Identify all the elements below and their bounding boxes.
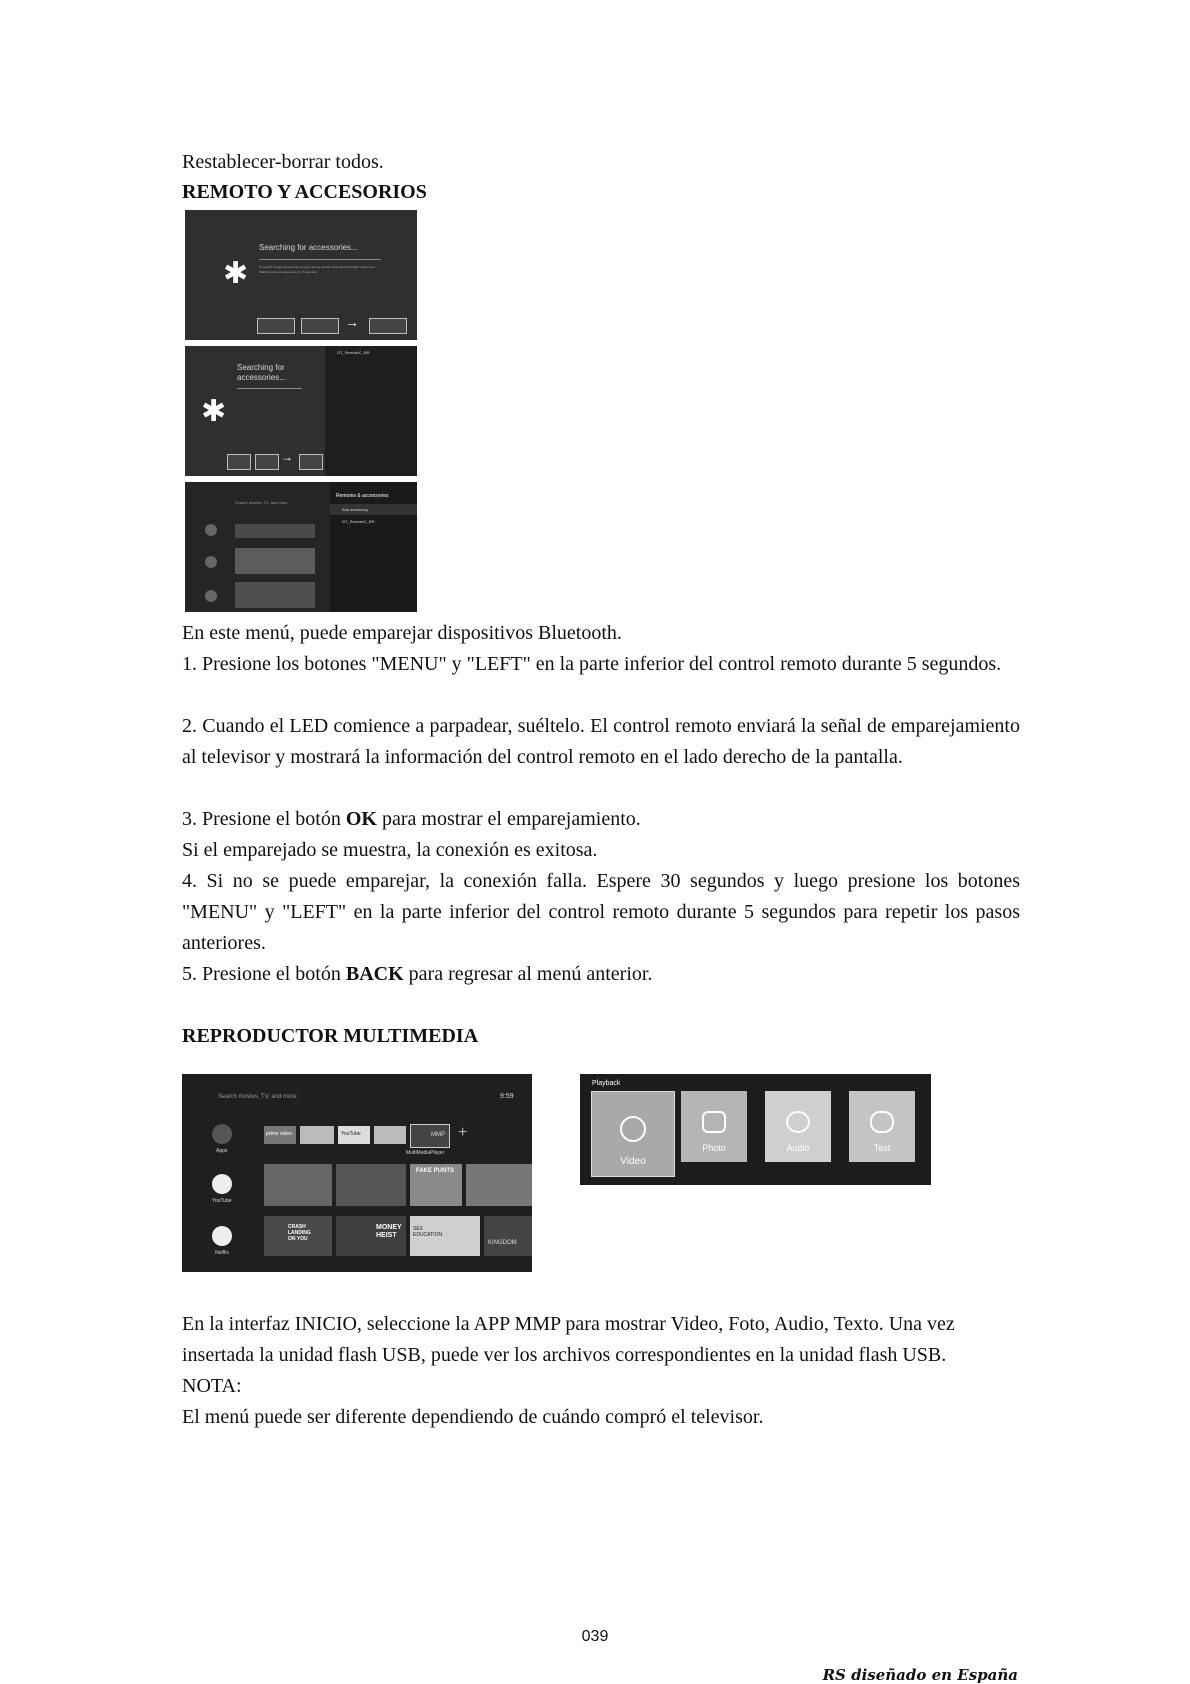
heading-remoto-accesorios: REMOTO Y ACCESORIOS: [182, 181, 427, 203]
text-interfaz-inicio: En la interfaz INICIO, seleccione la APP MMP para mostrar Video, Foto, Audio, Texto. Una vez insertada la unidad flash USB, puede ver los archivos correspondientes en la unidad flash USB.: [182, 1313, 955, 1366]
playback-text-button[interactable]: [849, 1091, 915, 1162]
content-thumbnail[interactable]: [264, 1164, 332, 1206]
text-menu-bluetooth: En este menú, puede emparejar dispositivos Bluetooth.: [182, 622, 622, 644]
content-thumbnail[interactable]: FAKE PUNTS: [410, 1164, 462, 1206]
text-step-5: 5. Presione el botón BACK para regresar al menú anterior.: [182, 963, 653, 985]
app-tile-mmp[interactable]: MMP: [410, 1124, 450, 1148]
content-thumbnail[interactable]: SEX EDUCATION: [410, 1216, 480, 1256]
screenshot-searching-accessories: [185, 210, 417, 340]
step-remote-image: [299, 454, 323, 470]
apps-row: [235, 524, 315, 538]
playback-audio-button[interactable]: [765, 1091, 831, 1162]
text-step-3-result: Si el emparejado se muestra, la conexión es exitosa.: [182, 839, 598, 861]
video-icon: [620, 1116, 646, 1142]
text-step-3: 3. Presione el botón OK para mostrar el emparejamiento.: [182, 808, 641, 830]
content-thumbnail[interactable]: MONEY HEIST: [336, 1216, 406, 1256]
playback-title: Playback: [592, 1080, 621, 1087]
instructions-text: To search Google accessories on your remote control, press and hold LEFT button and MENU button simultaneously for 5 seconds.: [259, 265, 375, 274]
side-panel: [330, 482, 417, 612]
thumbnail-row: [235, 548, 315, 574]
app-tile-google-play[interactable]: [300, 1126, 334, 1144]
add-accessory: Add accessory: [342, 507, 369, 512]
screenshot-playback: [580, 1074, 931, 1185]
audio-icon: [786, 1111, 810, 1133]
search-bar: Search movies, TV, and more: [218, 1094, 297, 1100]
screenshot-home-mmp: [182, 1074, 532, 1272]
photo-icon: [702, 1111, 726, 1133]
photo-label: Photo: [702, 1143, 726, 1153]
youtube-icon: [205, 556, 217, 568]
text-icon: [870, 1111, 894, 1133]
step-remote-image: [227, 454, 251, 470]
searching-title: Searching for accessories...: [259, 243, 358, 252]
content-thumbnail[interactable]: [336, 1164, 406, 1206]
text-step-2: 2. Cuando el LED comience a parpadear, suéltelo. El control remoto enviará la señal de emparejamiento al televisor y mostrará la información del control remoto en el lado derecho de la pantalla.: [182, 715, 1020, 768]
mmp-label: MultiMediaPlayer: [406, 1150, 445, 1156]
apps-label: Apps: [216, 1148, 228, 1154]
text-label: Text: [873, 1143, 891, 1153]
audio-label: Audio: [786, 1143, 810, 1153]
progress-line: [259, 259, 381, 260]
playback-photo-button[interactable]: [681, 1091, 747, 1162]
apps-icon: [212, 1124, 232, 1144]
arrow-right-icon: →: [345, 314, 359, 330]
step-remote-image: [255, 454, 279, 470]
clock: 9:59: [500, 1093, 514, 1100]
app-tile-google-play-movies[interactable]: [374, 1126, 406, 1144]
text-step-1: 1. Presione los botones "MENU" y "LEFT" en la parte inferior del control remoto durante 5 segundos.: [182, 653, 1002, 675]
text-nota: NOTA:: [182, 1375, 242, 1397]
youtube-icon: [212, 1174, 232, 1194]
playback-video-button[interactable]: [591, 1091, 675, 1177]
video-label: Video: [620, 1156, 646, 1167]
text-restablecer: Restablecer-borrar todos.: [182, 151, 384, 173]
step-remote-image: [369, 318, 407, 334]
heading-reproductor-multimedia: REPRODUCTOR MULTIMEDIA: [182, 1025, 479, 1047]
netflix-icon: [212, 1226, 232, 1246]
text-menu-diferente: El menú puede ser diferente dependiendo de cuándo compró el televisor.: [182, 1406, 764, 1428]
paired-device: GT_RemoteC_BR: [342, 519, 375, 524]
apps-icon: [205, 524, 217, 536]
search-bar: Search movies, TV, and more: [235, 500, 288, 505]
screenshot-searching-accessories-panel: [185, 346, 417, 476]
arrow-right-icon: →: [281, 450, 293, 464]
searching-title-1: Searching for: [237, 363, 285, 372]
app-tile-youtube[interactable]: YouTube: [338, 1126, 370, 1144]
step-remote-image: [257, 318, 295, 334]
panel-title: Remotes & accessories: [336, 493, 389, 499]
add-app-icon[interactable]: +: [458, 1124, 468, 1141]
text-step-4: 4. Si no se puede emparejar, la conexión falla. Espere 30 segundos y luego presione los botones "MENU" y "LEFT" en la parte inferior del control remoto durante 5 segundos para repetir los pasos anteriores.: [182, 870, 1020, 954]
bluetooth-icon: ✱: [223, 256, 249, 291]
searching-title-2: accessories...: [237, 373, 286, 382]
device-name: GT_RemoteC_BR: [337, 350, 370, 355]
brand-signature: RS diseñado en España: [822, 1666, 1018, 1684]
app-tile-prime[interactable]: prime video: [264, 1126, 296, 1144]
step-remote-image: [301, 318, 339, 334]
youtube-label: YouTube: [212, 1198, 232, 1204]
screenshot-remotes-accessories: [185, 482, 417, 612]
content-thumbnail[interactable]: CRASH LANDING ON YOU: [264, 1216, 332, 1256]
progress-line: [237, 388, 302, 389]
content-thumbnail[interactable]: [466, 1164, 532, 1206]
netflix-label: Netflix: [215, 1250, 229, 1256]
content-thumbnail[interactable]: KINGDOM: [484, 1216, 532, 1256]
netflix-icon: [205, 590, 217, 602]
bluetooth-icon: ✱: [201, 394, 227, 429]
side-panel: [325, 346, 417, 476]
page-number: 039: [581, 1628, 609, 1645]
thumbnail-row: [235, 582, 315, 608]
